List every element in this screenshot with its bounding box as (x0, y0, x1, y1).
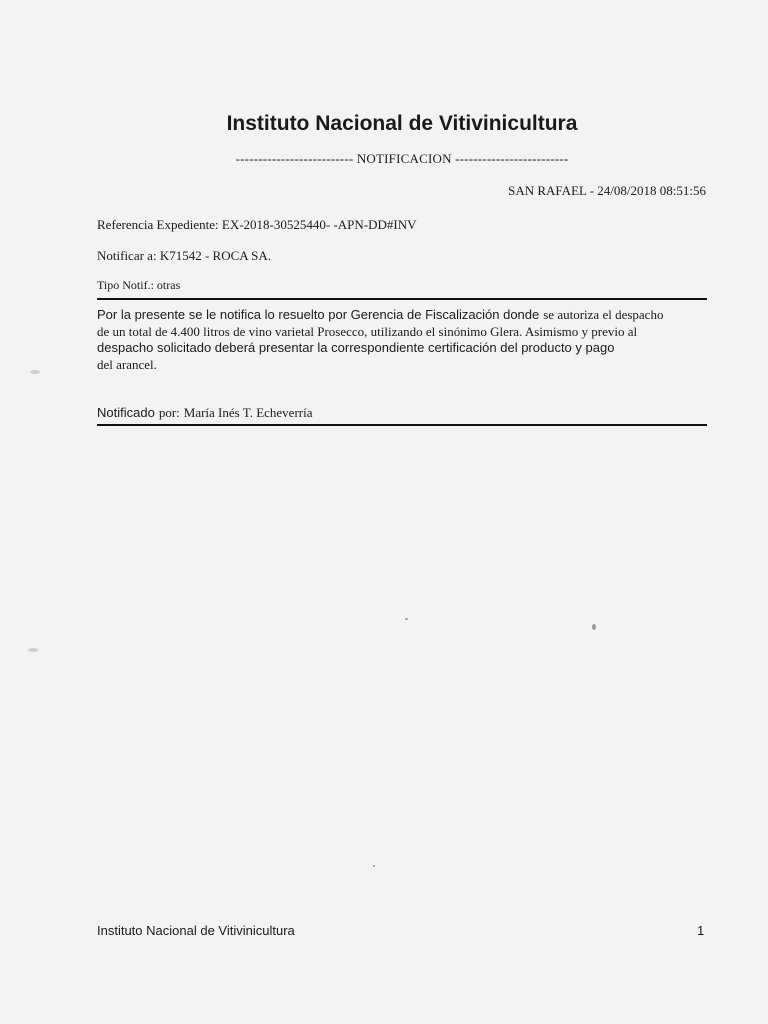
body-line-1b: se autoriza el despacho (543, 307, 664, 322)
scan-speck (373, 865, 375, 867)
scan-speck (30, 370, 40, 374)
location-datetime: SAN RAFAEL - 24/08/2018 08:51:56 (508, 183, 706, 198)
body-line-1a: Por la presente se le notifica lo resuelto por Gerencia de Fiscalización donde (97, 307, 540, 322)
scan-speck (405, 618, 408, 620)
scan-speck (28, 648, 38, 652)
tipo-value: otras (156, 278, 181, 292)
notification-heading: -------------------------- NOTIFICACION ------------------------- (235, 151, 569, 166)
notificar-a (97, 248, 271, 264)
body-line-3: despacho solicitado deberá presentar la correspondiente certificación del producto y pago (97, 340, 615, 355)
notificado-por (97, 404, 313, 422)
body-line-4: del arancel. (97, 356, 157, 372)
notificado-por-label: por: (158, 405, 180, 420)
tipo-label: Tipo Notif.: (97, 278, 154, 292)
notificado-name: María Inés T. Echeverría (183, 405, 313, 420)
tipo-notif (97, 278, 180, 293)
body-line-2: de un total de 4.400 litros de vino varietal Prosecco, utilizando el sinónimo Glera. Asimismo y previo al (97, 323, 638, 339)
referencia-label: Referencia Expediente: (97, 217, 219, 232)
notificar-label: Notificar a: (97, 248, 157, 263)
footer-institution: Instituto Nacional de Vitivinicultura (97, 923, 295, 938)
notificado-label: Notificado (97, 405, 155, 420)
referencia-value: EX-2018-30525440- -APN-DD#INV (221, 217, 417, 232)
body-line-1 (97, 307, 707, 324)
scan-speck (592, 624, 596, 630)
divider-bottom (97, 424, 707, 426)
page-number: 1 (697, 923, 705, 938)
referencia-expediente (97, 217, 417, 233)
notificar-value: K71542 - ROCA SA. (159, 248, 272, 263)
notification-body (97, 307, 707, 373)
document-title: Instituto Nacional de Vitivinicultura (226, 112, 578, 135)
divider-top (97, 298, 707, 300)
